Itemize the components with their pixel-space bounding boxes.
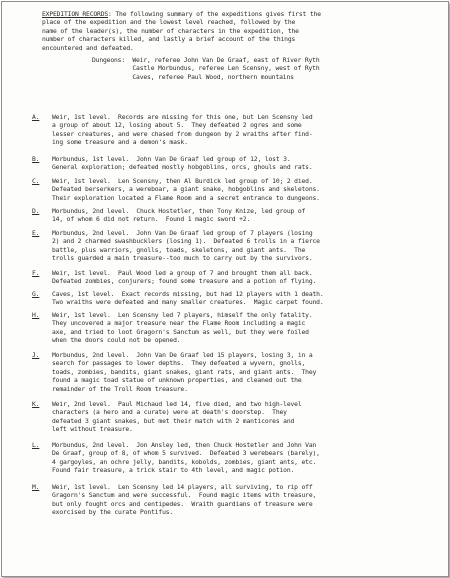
- intro-line: encountered and defeated.: [42, 44, 134, 52]
- entry-line: General exploration; defeated mostly hobgoblins, orcs, ghouls and rats.: [52, 164, 313, 172]
- entry-line: search for passages to lower depths. They defeated a wyvern, gnolls,: [52, 360, 306, 368]
- entry-line: Defeated berserkers, a wereboar, a giant snake, hobgoblins and skeletons.: [52, 186, 320, 194]
- entry-label: F.: [32, 270, 40, 277]
- intro-paragraph: [42, 11, 422, 53]
- entry-line: 4 gargoyles, an ochre jelly, bandits, kobolds, zombies, giant ants, etc.: [52, 458, 317, 466]
- expedition-entry-k: [32, 401, 432, 435]
- entry-line: left without treasure.: [52, 426, 133, 434]
- entry-label: H.: [32, 312, 40, 319]
- entry-label: C.: [32, 178, 40, 185]
- entry-line: trolls guarded a main treasure--too much to carry out by the survivors.: [52, 255, 313, 263]
- entry-line: Weir, 1st level. Len Scensny, then Al Burdick led group of 10; 2 died.: [52, 178, 313, 185]
- expedition-entry-c: [32, 178, 432, 203]
- entry-line: Weir, 1st level. Len Scensny led 14 players, all surviving, to rip off: [52, 484, 313, 491]
- entry-label: B.: [32, 156, 40, 163]
- entry-line: 2) and 2 charmed swashbucklers (losing 1). Defeated 6 trolls in a fierce: [52, 238, 320, 246]
- expedition-entry-h: [32, 312, 432, 346]
- entry-line: characters (a hero and a curate) were at death's doorstep. They: [52, 409, 287, 417]
- entry-line: remainder of the Troll Room treasure.: [52, 385, 188, 393]
- intro-line: place of the expedition and the lowest level reached, followed by the: [42, 19, 296, 27]
- dungeon-line: Dungeons: Weir, referee John Van De Graaf, east of River Ryth: [92, 57, 320, 64]
- entry-line: but only fought orcs and centipedes. Wraith guardians of treasure were: [52, 500, 313, 508]
- entry-label: L.: [32, 442, 40, 449]
- entry-line: Weir, 1st level. Records are missing for this one, but Len Scensny led: [52, 114, 313, 121]
- dungeons-list: [92, 57, 432, 82]
- entry-line: Defeated zombies, conjurers; found some treasure and a potion of flying.: [52, 278, 317, 286]
- entry-line: Morbundus, 2nd level. John Van De Graaf led group of 7 players (losing: [52, 230, 313, 237]
- expedition-entry-j: [32, 352, 432, 394]
- entry-line: Morbundus, 1st level. John Van De Graaf led group of 12, lost 3.: [52, 156, 291, 163]
- entry-line: Morbundus, 2nd level. John Van De Graaf led 15 players, losing 3, in a: [52, 352, 313, 359]
- entry-line: when the doors could not be opened.: [52, 337, 181, 345]
- expedition-entry-d: [32, 208, 432, 225]
- entry-line: Morbundus, 2nd level. Chuck Hostetler, then Tony Knize, led group of: [52, 208, 306, 215]
- entry-line: battle, plus warriors, gnolls, toads, skeletons, and giant ants. The: [52, 246, 306, 254]
- entry-line: Two wraiths were defeated and many smaller creatures. Magic carpet found.: [52, 299, 324, 307]
- entry-line: Morbundus, 2nd level. Jon Ansley led, then Chuck Hostetler and John Van: [52, 442, 317, 449]
- entry-line: toads, zombies, bandits, giant snakes, giant rats, and giant ants. They: [52, 368, 317, 376]
- entry-line: Gragorn's Sanctum and were successful. Found magic items with treasure,: [52, 492, 317, 500]
- intro-line: number of characters killed, and lastly a brief account of the things: [42, 36, 296, 44]
- expedition-entry-m: [32, 484, 432, 518]
- entry-label: A.: [32, 114, 40, 121]
- entry-line: Found fair treasure, a trick stair to 4th level, and magic potion.: [52, 467, 295, 475]
- entry-line: a group of about 12, losing about 5. They defeated 2 ogres and some: [52, 122, 302, 130]
- entry-line: Caves, 1st level. Exact records missing, but had 12 players with 1 death.: [52, 291, 324, 298]
- expedition-entry-a: [32, 114, 432, 148]
- expedition-entry-b: [32, 156, 432, 173]
- entry-line: exorcised by the curate Pontifus.: [52, 509, 174, 517]
- entry-label: J.: [32, 352, 40, 359]
- entry-line: Weir, 1st level. Len Scensny led 7 players, himself the only fatality.: [52, 312, 313, 319]
- entry-line: Their exploration located a Flame Room and a secret entrance to dungeons.: [52, 194, 320, 202]
- dungeon-line: Caves, referee Paul Wood, northern mountains: [92, 73, 294, 81]
- entry-line: Weir, 2nd level. Paul Michaud led 14, five died, and two high-level: [52, 401, 302, 408]
- document-page: [1, 1, 449, 577]
- entry-label: D.: [32, 208, 40, 215]
- entry-line: De Graaf, group of 8, of whom 5 survived. Defeated 3 werebears (barely),: [52, 450, 320, 458]
- entry-line: They uncovered a major treasure near the Flame Room including a magic: [52, 320, 306, 328]
- entry-label: G.: [32, 291, 40, 298]
- expedition-entry-l: [32, 442, 432, 476]
- entry-line: ing some treasure and a demon's mask.: [52, 139, 188, 147]
- expedition-entry-g: [32, 291, 432, 308]
- entry-line: 14, of whom 6 did not return. Found 1 magic sword +2.: [52, 216, 251, 224]
- entry-line: axe, and tried to loot Gragorn's Sanctum as well, but they were foiled: [52, 328, 309, 336]
- entry-label: M.: [32, 484, 40, 491]
- expedition-entry-f: [32, 270, 432, 287]
- intro-line: : The following summary of the expeditions gives first the: [108, 11, 321, 18]
- intro-line: name of the leader(s), the number of characters in the expedition, the: [42, 27, 299, 35]
- entry-label: K.: [32, 401, 40, 408]
- entry-label: E.: [32, 230, 40, 237]
- entry-line: found a magic toad statue of unknown properties, and cleaned out the: [52, 377, 302, 385]
- dungeon-line: Castle Morbundus, referee Len Scensny, west of Ryth: [92, 65, 320, 73]
- entry-line: defeated 3 giant snakes, but met their match with 2 manticores and: [52, 417, 295, 425]
- expedition-entry-e: [32, 230, 432, 264]
- entry-line: Weir, 1st level. Paul Wood led a group of 7 and brought them all back.: [52, 270, 313, 277]
- entry-line: lesser creatures, and were chased from dungeon by 2 wraiths after find-: [52, 130, 313, 138]
- document-title: EXPEDITION RECORDS: [42, 11, 109, 18]
